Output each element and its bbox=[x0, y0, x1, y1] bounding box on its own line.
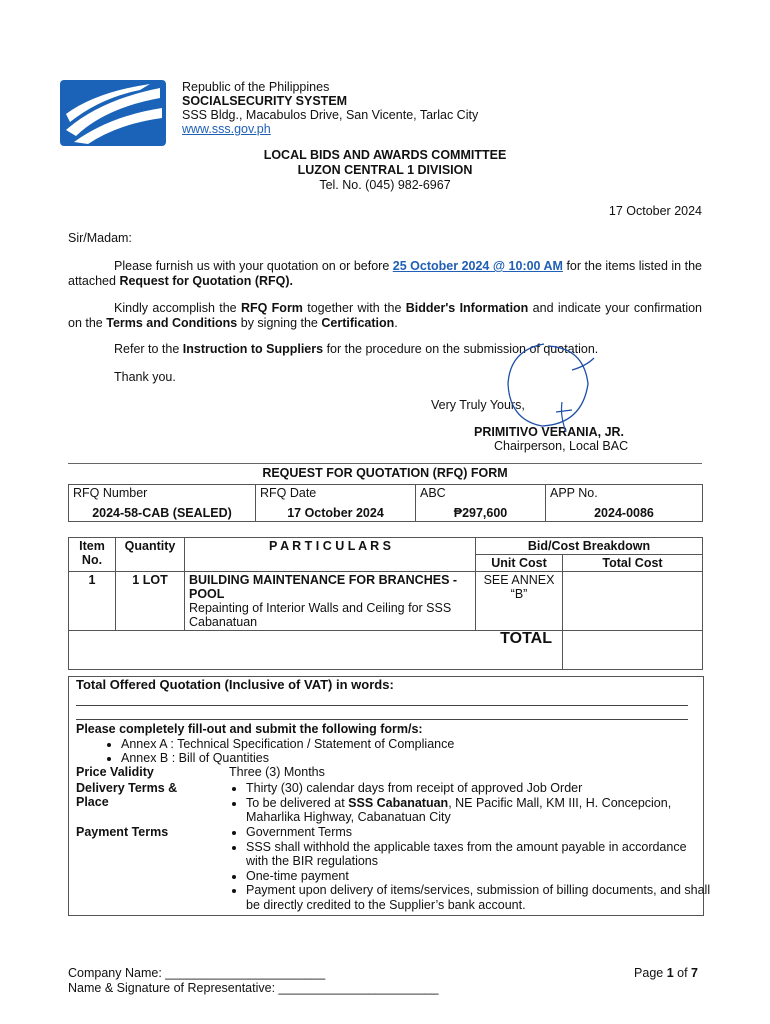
paragraph-refer: Refer to the Instruction to Suppliers for the procedure on the submission of quotation. bbox=[114, 342, 599, 356]
telephone: Tel. No. (045) 982-6967 bbox=[319, 178, 451, 192]
closing: Very Truly Yours, bbox=[431, 398, 525, 412]
salutation: Sir/Madam: bbox=[68, 231, 132, 245]
table-row bbox=[69, 572, 703, 631]
committee-name: LOCAL BIDS AND AWARDS COMMITTEE bbox=[263, 148, 507, 162]
page-number: Page 1 of 7 bbox=[634, 966, 698, 980]
total-label: TOTAL bbox=[69, 631, 563, 670]
row-title: BUILDING MAINTENANCE FOR BRANCHES - POOL bbox=[189, 573, 458, 601]
division-name: LUZON CENTRAL 1 DIVISION bbox=[297, 163, 473, 177]
agency-name: SOCIALSECURITY SYSTEM bbox=[182, 94, 348, 108]
signatory-name: PRIMITIVO VERANIA, JR. bbox=[474, 425, 625, 439]
abc-value: ₱297,600 bbox=[416, 502, 546, 522]
paragraph-deadline: Please furnish us with your quotation on or before 25 October 2024 @ 10:00 AM for the items listed in the attached Request for Quotation (RFQ). bbox=[68, 259, 703, 288]
agency-address: SSS Bldg., Macabulos Drive, San Vicente, Tarlac City bbox=[182, 108, 479, 122]
representative-field[interactable]: Name & Signature of Representative: _______________________ bbox=[68, 981, 439, 995]
deadline-date: 25 October 2024 @ 10:00 AM bbox=[392, 259, 563, 273]
rfq-info-table bbox=[68, 484, 703, 522]
row-unit-cost: SEE ANNEX “B” bbox=[476, 572, 563, 631]
committee-block bbox=[0, 148, 770, 193]
letterhead bbox=[182, 80, 478, 136]
thank-you: Thank you. bbox=[114, 370, 176, 384]
abc-label: ABC bbox=[416, 485, 546, 503]
row-item-no: 1 bbox=[69, 572, 116, 631]
app-no-label: APP No. bbox=[546, 485, 703, 503]
col-particulars: P A R T I C U L A R S bbox=[185, 538, 476, 572]
col-item-no: Item No. bbox=[69, 538, 116, 572]
signatory-title: Chairperson, Local BAC bbox=[494, 439, 629, 453]
sss-logo bbox=[60, 80, 166, 146]
list-item: • Annex B : Bill of Quantities bbox=[121, 751, 454, 765]
rfq-date-label: RFQ Date bbox=[256, 485, 416, 503]
company-name-field[interactable]: Company Name: _______________________ bbox=[68, 966, 326, 980]
forms-heading: Please completely fill-out and submit the following form/s: bbox=[76, 722, 423, 736]
handwritten-signature bbox=[502, 340, 598, 460]
list-item: • One-time payment bbox=[246, 869, 711, 884]
paragraph-instructions: Kindly accomplish the RFQ Form together with the Bidder's Information and indicate your confirmation on the Terms and Conditions by signing the Certification. bbox=[68, 301, 702, 330]
list-item: • Annex A : Technical Specification / Statement of Compliance bbox=[121, 737, 454, 751]
price-validity-value: Three (3) Months bbox=[229, 765, 325, 779]
row-particulars bbox=[185, 572, 476, 631]
list-item: • Government Terms bbox=[246, 825, 711, 840]
delivery-list bbox=[224, 781, 696, 825]
words-line-2 bbox=[76, 719, 688, 720]
list-item: • To be delivered at SSS Cabanatuan, NE Pacific Mall, KM III, H. Concepcion, Maharlika Highway, Cabanatuan City bbox=[246, 796, 696, 825]
col-total-cost: Total Cost bbox=[563, 555, 703, 572]
words-line-1 bbox=[76, 705, 688, 706]
payment-list bbox=[224, 825, 711, 912]
rfq-form-title: REQUEST FOR QUOTATION (RFQ) FORM bbox=[262, 466, 508, 480]
items-table bbox=[68, 537, 703, 670]
list-item: • Payment upon delivery of items/services, submission of billing documents, and shall be directly credited to the Supplier’s bank account. bbox=[246, 883, 711, 912]
requirements-box bbox=[68, 676, 711, 916]
total-value[interactable] bbox=[563, 631, 703, 670]
delivery-label: Delivery Terms & Place bbox=[76, 781, 178, 809]
col-unit-cost: Unit Cost bbox=[476, 555, 563, 572]
col-bid-cost-breakdown: Bid/Cost Breakdown bbox=[476, 538, 703, 555]
price-validity-label: Price Validity bbox=[76, 765, 154, 779]
app-no-value: 2024-0086 bbox=[546, 502, 703, 522]
row-quantity: 1 LOT bbox=[116, 572, 185, 631]
list-item: • SSS shall withhold the applicable taxes from the amount payable in accordance with the BIR regulations bbox=[246, 840, 711, 869]
footer-fields bbox=[68, 966, 438, 996]
payment-label: Payment Terms bbox=[76, 825, 169, 839]
col-quantity: Quantity bbox=[116, 538, 185, 572]
row-description: Repainting of Interior Walls and Ceiling for SSS Cabanatuan bbox=[189, 601, 452, 629]
rfq-date-value: 17 October 2024 bbox=[256, 502, 416, 522]
rfq-number-value: 2024-58-CAB (SEALED) bbox=[69, 502, 256, 522]
letter-date: 17 October 2024 bbox=[608, 204, 702, 218]
republic-line: Republic of the Philippines bbox=[182, 80, 330, 94]
divider bbox=[68, 463, 702, 464]
words-label: Total Offered Quotation (Inclusive of VAT) in words: bbox=[76, 677, 394, 692]
website-link[interactable]: www.sss.gov.ph bbox=[182, 122, 271, 136]
rfq-number-label: RFQ Number bbox=[69, 485, 256, 503]
row-total-cost bbox=[563, 572, 703, 631]
list-item: • Thirty (30) calendar days from receipt of approved Job Order bbox=[246, 781, 696, 796]
forms-list bbox=[99, 737, 454, 765]
